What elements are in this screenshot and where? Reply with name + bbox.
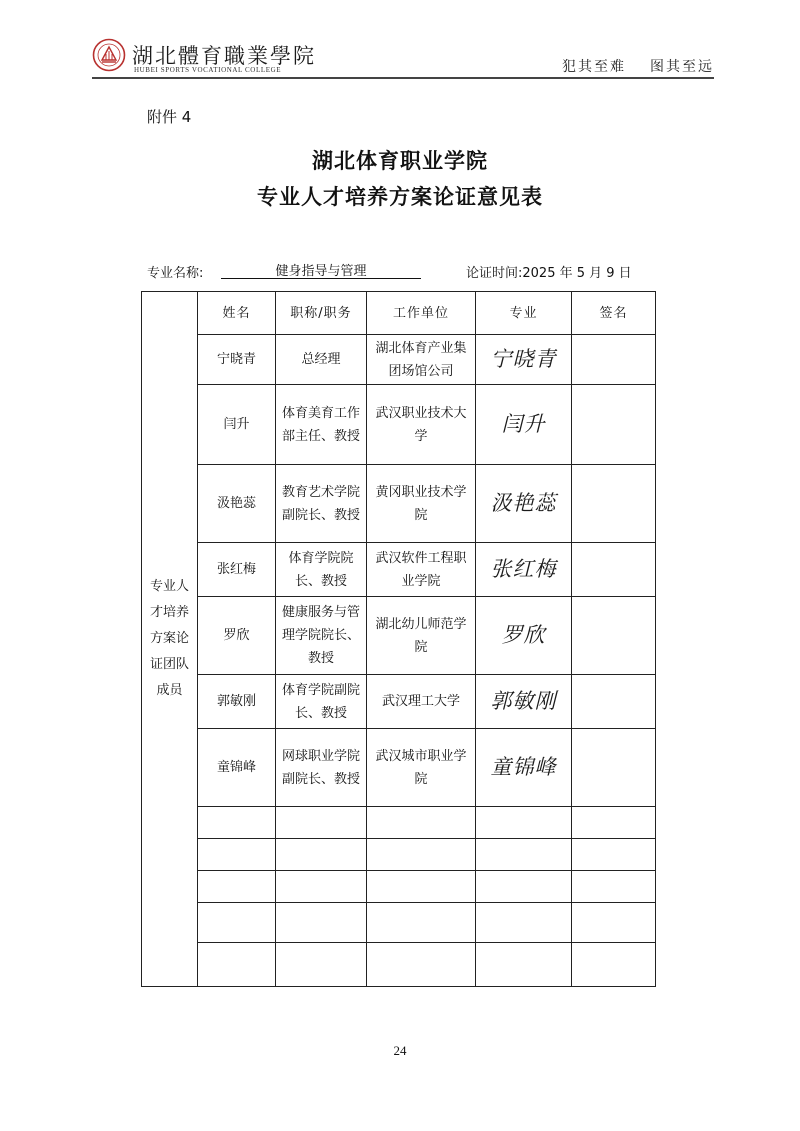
date-label: 论证时间: bbox=[466, 266, 523, 281]
empty-row bbox=[142, 871, 656, 903]
empty-row bbox=[142, 807, 656, 839]
page-header bbox=[92, 36, 714, 76]
member-title: 体育学院院长、教授 bbox=[276, 543, 367, 597]
signature-cell bbox=[572, 465, 656, 543]
table-row bbox=[142, 675, 656, 729]
member-unit: 武汉城市职业学院 bbox=[367, 729, 476, 807]
member-signature: 罗欣 bbox=[476, 597, 572, 675]
member-title: 体育学院副院长、教授 bbox=[276, 675, 367, 729]
empty-row bbox=[142, 839, 656, 871]
motto-left: 犯其至难 bbox=[562, 59, 626, 75]
signature-cell bbox=[572, 385, 656, 465]
signature-cell bbox=[572, 335, 656, 385]
signature-cell bbox=[572, 729, 656, 807]
header-unit: 工作单位 bbox=[367, 292, 476, 335]
member-unit: 武汉理工大学 bbox=[367, 675, 476, 729]
member-signature: 郭敏刚 bbox=[476, 675, 572, 729]
table-row bbox=[142, 385, 656, 465]
member-unit: 武汉职业技术大学 bbox=[367, 385, 476, 465]
date-value: 2025 年 5 月 9 日 bbox=[522, 266, 632, 281]
table-header-row bbox=[142, 292, 656, 335]
member-name: 郭敏刚 bbox=[198, 675, 276, 729]
member-title: 教育艺术学院副院长、教授 bbox=[276, 465, 367, 543]
header-major: 专业 bbox=[476, 292, 572, 335]
member-signature: 闫升 bbox=[476, 385, 572, 465]
member-name: 闫升 bbox=[198, 385, 276, 465]
member-unit: 武汉软件工程职业学院 bbox=[367, 543, 476, 597]
college-logo-text: 湖北體育職業學院 bbox=[132, 44, 316, 68]
college-motto bbox=[562, 56, 714, 76]
empty-row bbox=[142, 903, 656, 943]
table-row bbox=[142, 335, 656, 385]
review-team-table bbox=[141, 291, 656, 987]
empty-row bbox=[142, 943, 656, 987]
signature-cell bbox=[572, 675, 656, 729]
document-subtitle: 专业人才培养方案论证意见表 bbox=[257, 185, 543, 209]
member-signature: 童锦峰 bbox=[476, 729, 572, 807]
major-label: 专业名称: bbox=[147, 266, 204, 281]
review-date bbox=[466, 262, 632, 281]
major-value: 健身指导与管理 bbox=[221, 260, 421, 279]
table-row bbox=[142, 465, 656, 543]
signature-cell bbox=[572, 543, 656, 597]
table-row bbox=[142, 597, 656, 675]
member-signature: 汲艳蕊 bbox=[476, 465, 572, 543]
page-number: 24 bbox=[393, 1043, 407, 1058]
member-name: 宁晓青 bbox=[198, 335, 276, 385]
member-signature: 张红梅 bbox=[476, 543, 572, 597]
college-logo-english: HUBEI SPORTS VOCATIONAL COLLEGE bbox=[134, 66, 282, 74]
member-title: 总经理 bbox=[276, 335, 367, 385]
member-name: 罗欣 bbox=[198, 597, 276, 675]
member-unit: 湖北体育产业集团场馆公司 bbox=[367, 335, 476, 385]
motto-right: 图其至远 bbox=[650, 59, 714, 75]
member-title: 健康服务与管理学院院长、教授 bbox=[276, 597, 367, 675]
table-row bbox=[142, 729, 656, 807]
header-divider bbox=[92, 77, 714, 79]
member-unit: 黄冈职业技术学院 bbox=[367, 465, 476, 543]
document-title: 湖北体育职业学院 bbox=[312, 149, 488, 173]
table-row bbox=[142, 543, 656, 597]
header-name: 姓名 bbox=[198, 292, 276, 335]
team-group-label: 专业人才培养方案论证团队成员 bbox=[142, 292, 198, 987]
member-unit: 湖北幼儿师范学院 bbox=[367, 597, 476, 675]
college-seal-icon bbox=[92, 38, 126, 72]
member-name: 童锦峰 bbox=[198, 729, 276, 807]
member-title: 体育美育工作部主任、教授 bbox=[276, 385, 367, 465]
member-name: 汲艳蕊 bbox=[198, 465, 276, 543]
header-title: 职称/职务 bbox=[276, 292, 367, 335]
member-title: 网球职业学院副院长、教授 bbox=[276, 729, 367, 807]
member-signature: 宁晓青 bbox=[476, 335, 572, 385]
attachment-label: 附件 4 bbox=[147, 108, 192, 126]
header-signature: 签名 bbox=[572, 292, 656, 335]
member-name: 张红梅 bbox=[198, 543, 276, 597]
signature-cell bbox=[572, 597, 656, 675]
